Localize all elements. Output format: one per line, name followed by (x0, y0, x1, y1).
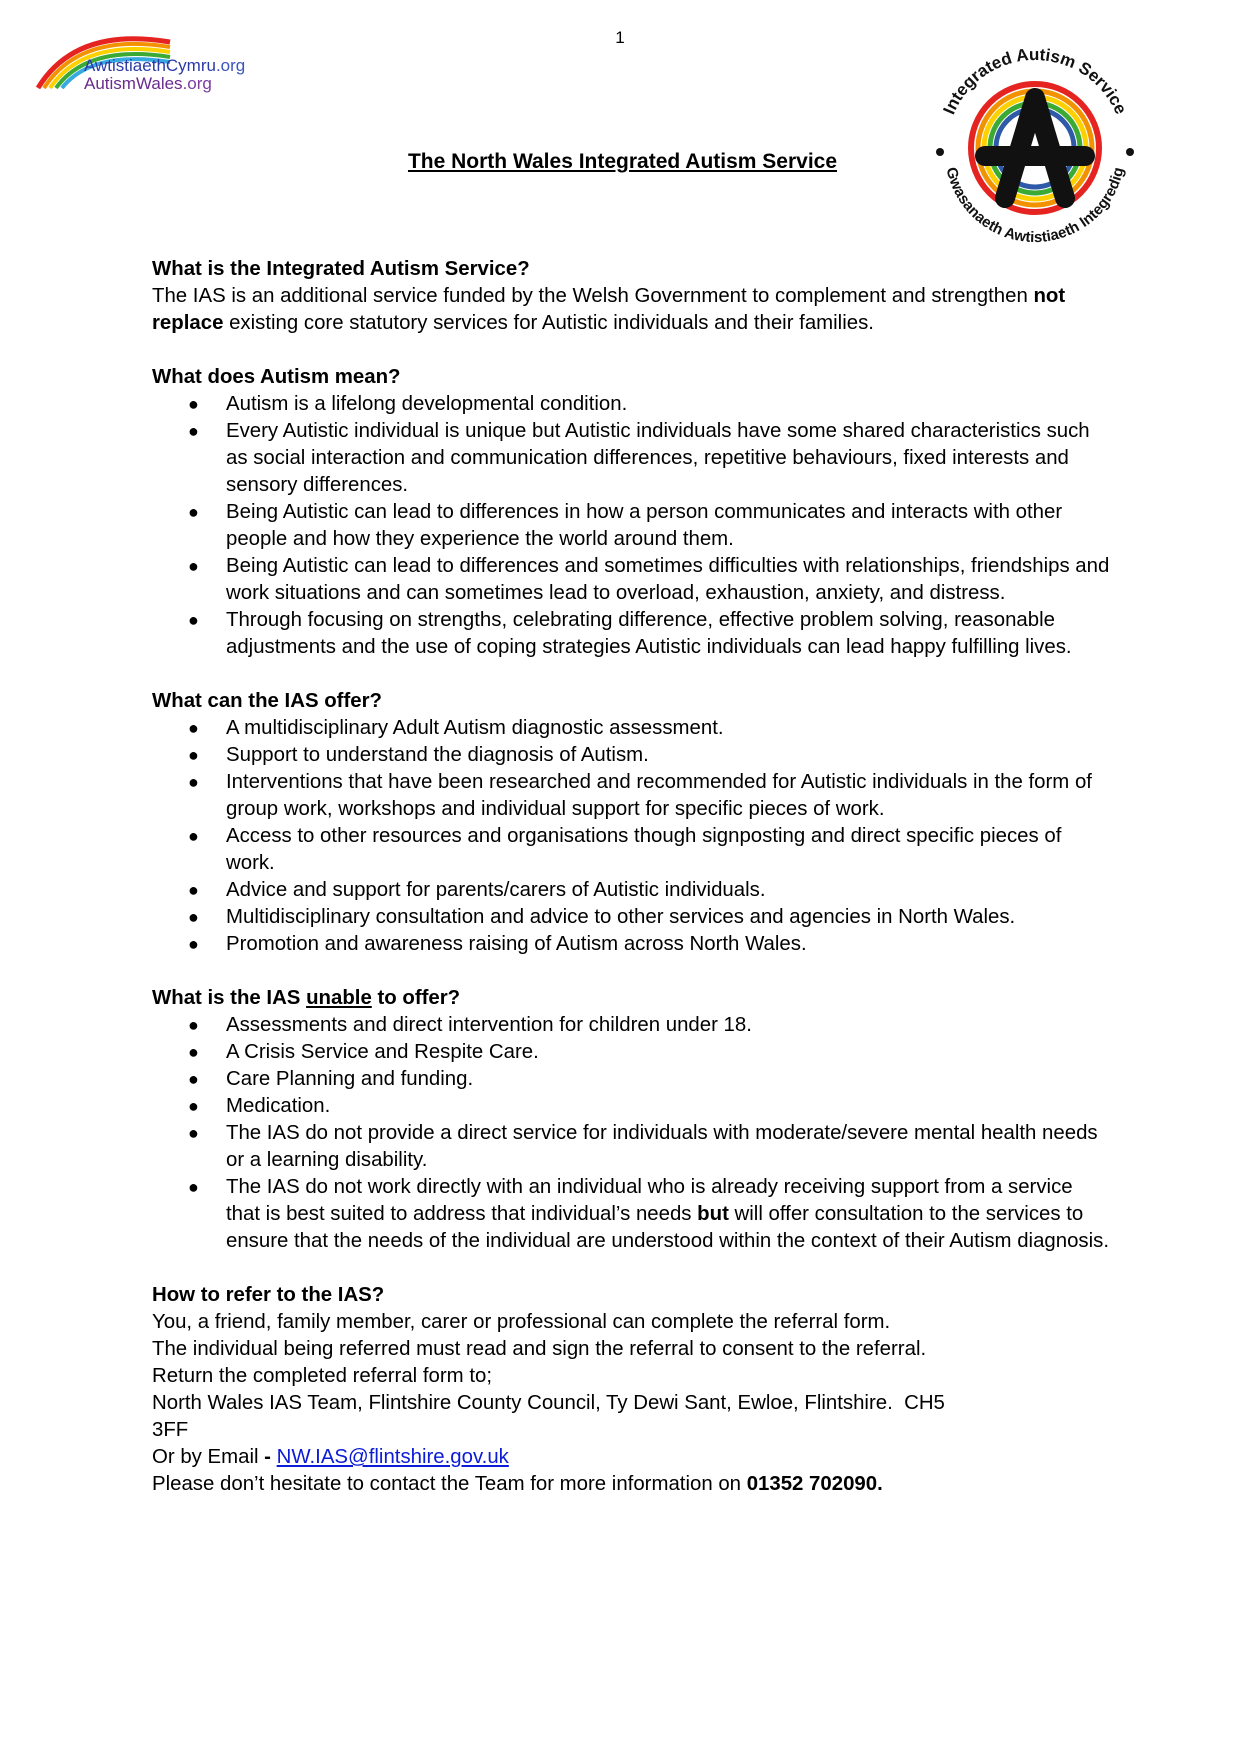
bullet-icon: ● (188, 772, 199, 792)
list-item: ● Access to other resources and organisations though signposting and direct specific pieces of work. (188, 825, 1062, 874)
document-body (152, 256, 1112, 1498)
integrated-autism-service-logo (925, 48, 1145, 248)
bullet-icon: ● (188, 421, 199, 441)
list-item: ● Autism is a lifelong developmental condition. (152, 391, 1112, 418)
bullet-icon: ● (188, 934, 199, 954)
email-link[interactable]: NW.IAS@flintshire.gov.uk (276, 1446, 509, 1468)
list-item: ● Interventions that have been researched and recommended for Autistic individuals in the form of group work, workshops and individual support for specific pieces of work. (188, 771, 1092, 820)
ias-offer-list (152, 715, 1112, 958)
list-item: ● Care Planning and funding. (152, 1066, 1112, 1093)
logo-text-english: AutismWales.org (84, 74, 212, 93)
bullet-icon: ● (188, 394, 199, 414)
heading-ias-offer: What can the IAS offer? (152, 690, 382, 712)
section-how-to-refer (152, 1282, 1112, 1498)
list-item: ● Support to understand the diagnosis of Autism. (152, 742, 1112, 769)
heading-how-to-refer: How to refer to the IAS? (152, 1284, 385, 1306)
ias-emblem-icon (925, 48, 1145, 248)
bullet-icon: ● (188, 826, 199, 846)
refer-line: The individual being referred must read and sign the referral to consent to the referral. (152, 1338, 927, 1360)
list-item: ● A Crisis Service and Respite Care. (152, 1039, 1112, 1066)
list-item: ● The IAS do not work directly with an individual who is already receiving support from a service that is best suited to address that individual’s needs but will offer consultation to the services to ensure that the needs of the individual are understood within the context of their Autism diagnosis. (188, 1176, 1110, 1252)
intro-paragraph: The IAS is an additional service funded by the Welsh Government to complement and strengthen not replace existing core statutory services for Autistic individuals and their families. (152, 285, 1066, 334)
bullet-icon: ● (188, 880, 199, 900)
bullet-icon: ● (188, 502, 199, 522)
contact-line: Please don’t hesitate to contact the Team for more information on 01352 702090. (152, 1473, 883, 1495)
section-ias-offer (152, 688, 1112, 958)
list-item: ● Medication. (152, 1093, 1112, 1120)
autism-meaning-list (152, 391, 1112, 661)
list-item: ● A multidisciplinary Adult Autism diagnostic assessment. (152, 715, 1112, 742)
refer-line: Return the completed referral form to; (152, 1365, 492, 1387)
ias-unable-list (152, 1012, 1112, 1255)
list-item: ● The IAS do not provide a direct service for individuals with moderate/severe mental health needs or a learning disability. (188, 1122, 1098, 1171)
document-title: The North Wales Integrated Autism Service (407, 150, 838, 173)
phone-number: 01352 702090. (746, 1473, 883, 1495)
page-number: 1 (615, 28, 625, 47)
autism-wales-logo (36, 26, 276, 96)
refer-line: You, a friend, family member, carer or professional can complete the referral form. (152, 1311, 891, 1333)
logo-text-welsh: AwtistiaethCymru.org (84, 56, 246, 75)
list-item: ● Advice and support for parents/carers of Autistic individuals. (152, 877, 1112, 904)
bullet-icon: ● (188, 1069, 199, 1089)
bullet-icon: ● (188, 907, 199, 927)
svg-text:Integrated Autism Service: Integrated Autism Service (939, 48, 1131, 118)
postal-address: North Wales IAS Team, Flintshire County Council, Ty Dewi Sant, Ewloe, Flintshire. CH5 3FF (152, 1392, 945, 1441)
list-item: ● Every Autistic individual is unique but Autistic individuals have some shared characteristics such as social interaction and communication differences, repetitive behaviours, fixed interests and sensory differences. (188, 420, 1090, 496)
list-item: ● Assessments and direct intervention for children under 18. (152, 1012, 1112, 1039)
list-item: ● Through focusing on strengths, celebrating difference, effective problem solving, reasonable adjustments and the use of coping strategies Autistic individuals can lead happy fulfilling lives. (188, 609, 1072, 658)
list-item: ● Promotion and awareness raising of Autism across North Wales. (152, 931, 1112, 958)
list-item: ● Being Autistic can lead to differences and sometimes difficulties with relationships, friendships and work situations and can sometimes lead to overload, exhaustion, anxiety, and distress. (188, 555, 1110, 604)
section-ias-unable (152, 985, 1112, 1255)
section-autism-meaning (152, 364, 1112, 661)
heading-what-is-ias: What is the Integrated Autism Service? (152, 258, 530, 280)
heading-ias-unable: What is the IAS unable to offer? (152, 987, 461, 1009)
bullet-icon: ● (188, 745, 199, 765)
heading-autism-meaning: What does Autism mean? (152, 366, 401, 388)
list-item: ● Multidisciplinary consultation and advice to other services and agencies in North Wales. (152, 904, 1112, 931)
bullet-icon: ● (188, 610, 199, 630)
bullet-icon: ● (188, 718, 199, 738)
svg-text:Gwasanaeth Awtistiaeth Integre: Gwasanaeth Awtistiaeth Integredig (942, 165, 1128, 247)
bullet-icon: ● (188, 1042, 199, 1062)
bullet-icon: ● (188, 1177, 199, 1197)
bullet-icon: ● (188, 556, 199, 576)
bullet-icon: ● (188, 1096, 199, 1116)
bullet-icon: ● (188, 1015, 199, 1035)
section-what-is-ias (152, 256, 1112, 337)
email-line: Or by Email - NW.IAS@flintshire.gov.uk (152, 1446, 509, 1468)
bullet-icon: ● (188, 1123, 199, 1143)
list-item: ● Being Autistic can lead to differences in how a person communicates and interacts with other people and how they experience the world around them. (188, 501, 1063, 550)
